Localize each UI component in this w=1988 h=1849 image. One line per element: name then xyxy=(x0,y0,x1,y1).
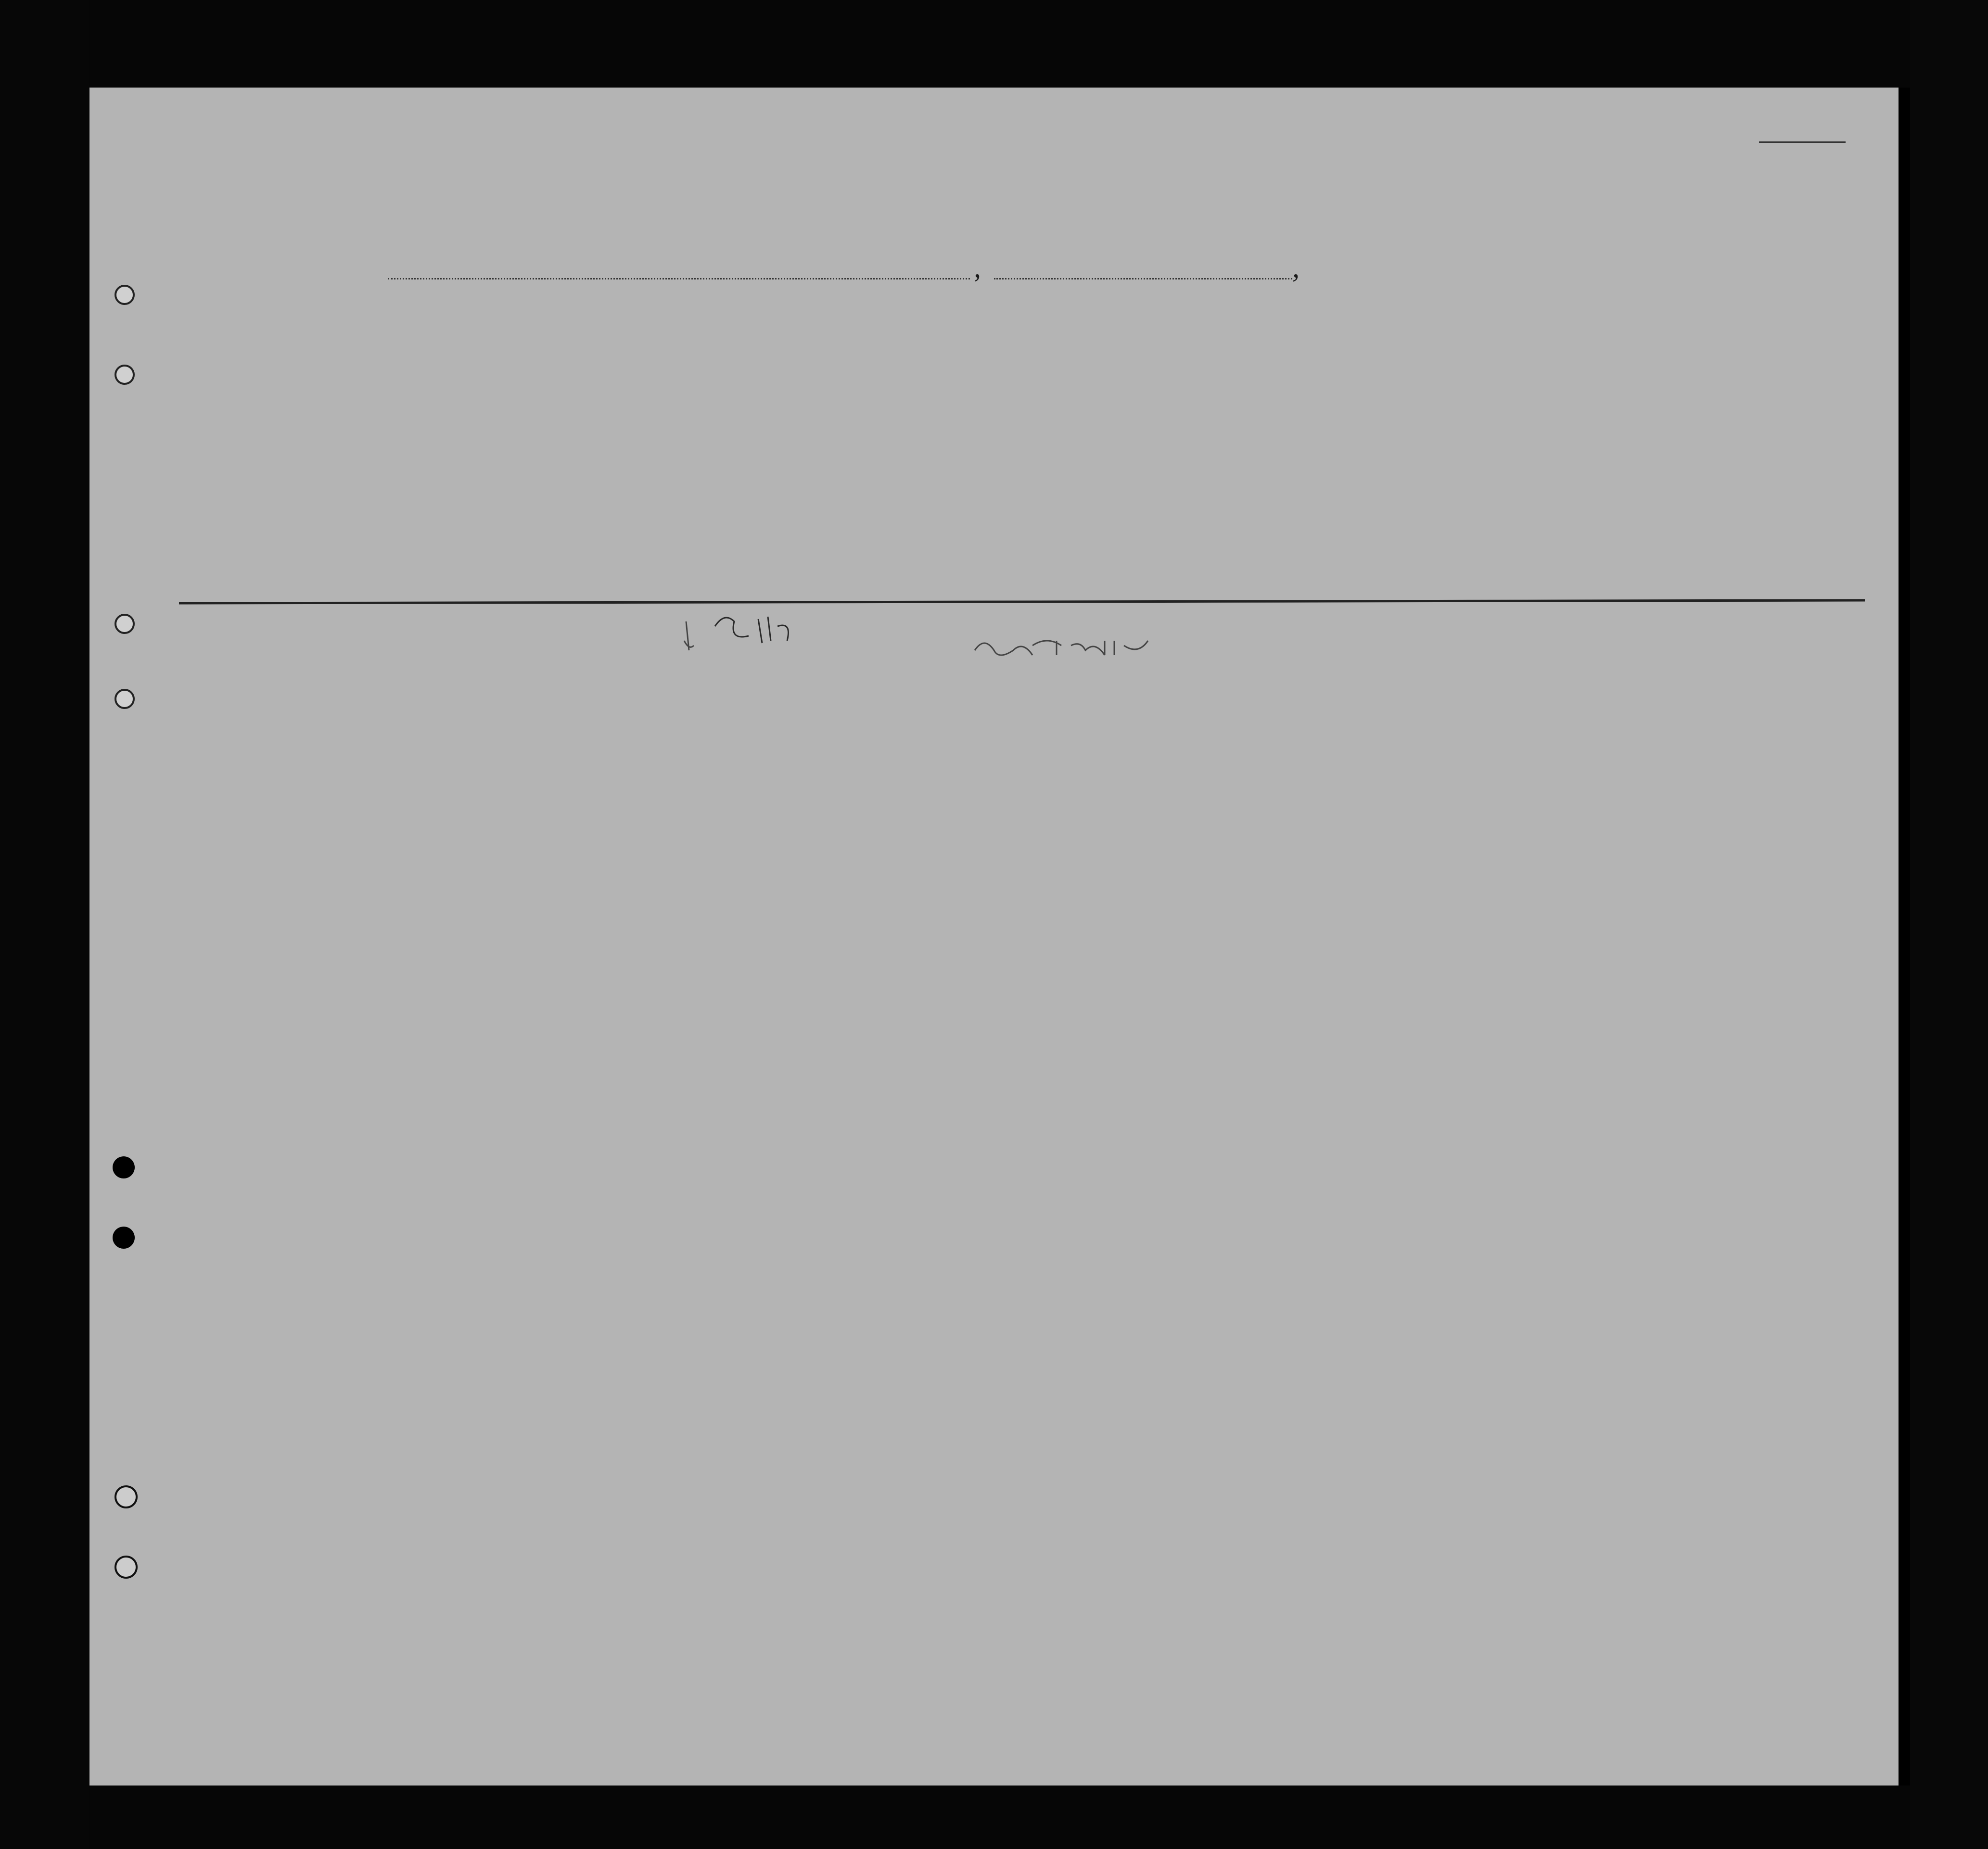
header-health xyxy=(1509,328,1553,436)
binder-hole xyxy=(115,614,135,634)
header-color-of xyxy=(1702,347,1775,365)
header-city xyxy=(506,376,618,410)
header-eyes xyxy=(1740,405,1775,424)
header-ticket xyxy=(619,337,650,467)
header-final-destination xyxy=(459,337,618,351)
header-height xyxy=(1617,347,1665,365)
header-year-period xyxy=(797,409,837,455)
header-passage-paid-note xyxy=(651,390,748,443)
header-purpose xyxy=(1148,334,1291,346)
header-if-yes xyxy=(797,386,898,409)
header-passage-paid xyxy=(651,338,748,388)
film-edge-right xyxy=(1910,0,1988,1849)
header-purpose-length xyxy=(1191,357,1242,468)
header-deported xyxy=(1456,338,1507,468)
header-final-destination-note xyxy=(459,353,618,364)
header-complexion xyxy=(1667,376,1701,419)
header-no-on-list xyxy=(168,328,201,436)
binder-hole xyxy=(113,1227,135,1249)
header-state xyxy=(459,376,505,410)
header-offer xyxy=(1424,338,1454,468)
header-relative xyxy=(209,328,440,436)
binder-hole xyxy=(115,689,135,709)
manifest-sheet xyxy=(89,88,1910,1786)
binder-hole xyxy=(115,365,135,385)
header-feet xyxy=(1618,395,1641,453)
header-anarchist xyxy=(1351,342,1374,468)
header-ever-before xyxy=(770,337,900,385)
header-marks xyxy=(1777,367,1896,405)
header-inches xyxy=(1642,391,1665,453)
header-deformed xyxy=(1555,328,1615,436)
header-yes-no xyxy=(770,395,794,453)
header-purpose-return xyxy=(1148,357,1189,468)
header-prison xyxy=(1293,342,1327,468)
header-hair xyxy=(1702,405,1740,424)
header-purpose-citizen xyxy=(1244,357,1289,468)
header-where xyxy=(841,409,899,455)
binder-hole xyxy=(115,285,135,305)
header-polygamist xyxy=(1328,342,1350,468)
binder-hole xyxy=(115,1485,138,1508)
binder-hole xyxy=(115,1556,138,1579)
comma-2: , xyxy=(1292,252,1300,283)
header-money xyxy=(737,337,767,467)
film-edge xyxy=(0,0,89,1849)
comma-1: , xyxy=(974,252,981,283)
binder-hole xyxy=(113,1156,135,1178)
header-overthrow xyxy=(1376,338,1422,468)
header-joining xyxy=(901,328,1144,436)
